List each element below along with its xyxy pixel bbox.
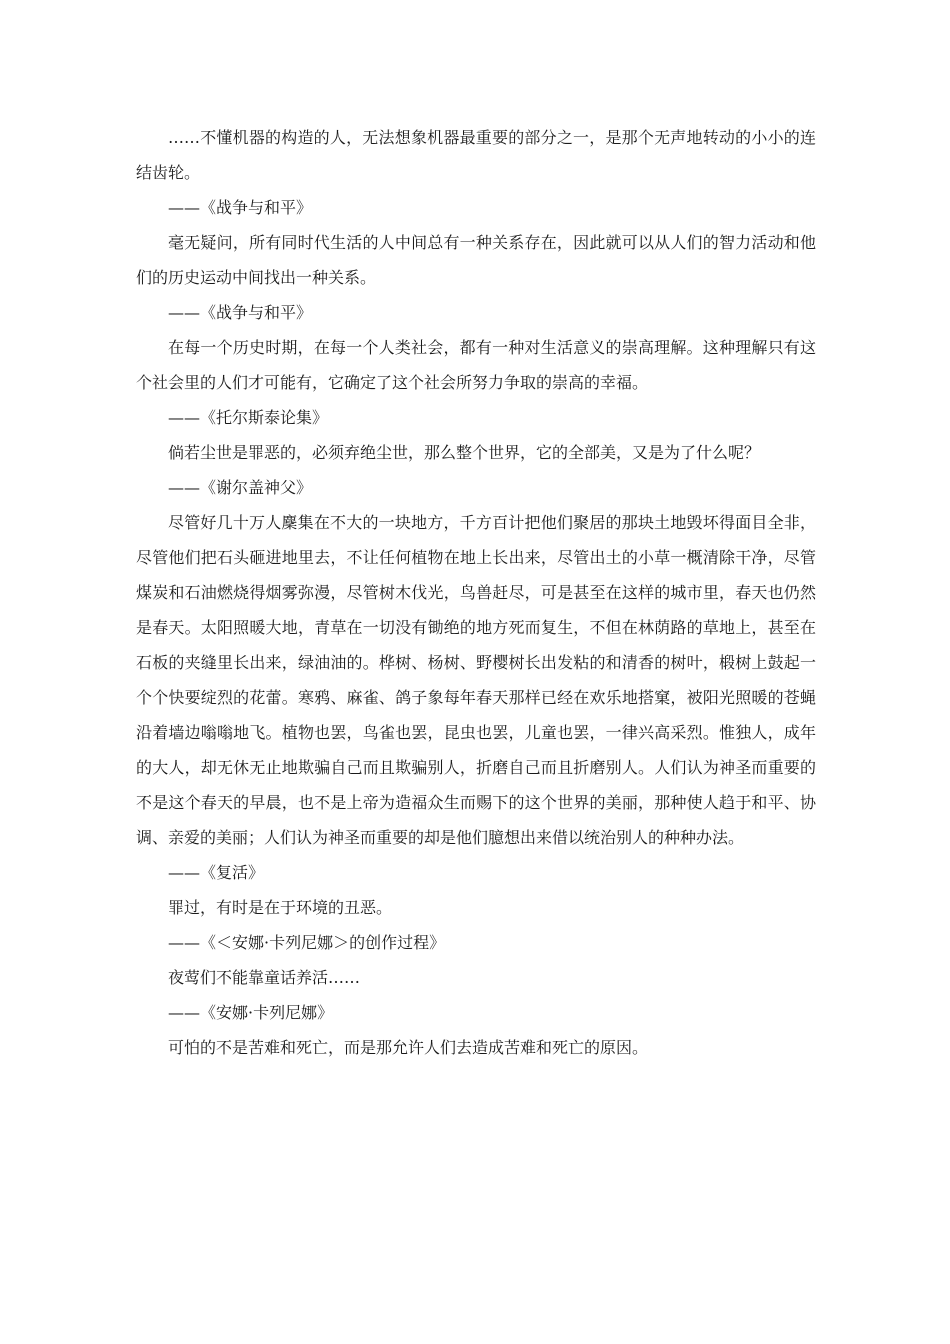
quote-source: ——《战争与和平》 [168,198,313,217]
quote-source: ——《谢尔盖神父》 [168,478,313,497]
quote-source: ——《托尔斯泰论集》 [168,408,329,427]
quote-paragraph: 罪过，有时是在于环境的丑恶。 [168,898,393,917]
quote-paragraph: 可怕的不是苦难和死亡，而是那允许人们去造成苦难和死亡的原因。 [168,1038,649,1057]
quote-paragraph: 毫无疑问，所有同时代生活的人中间总有一种关系存在，因此就可以从人们的智力活动和他们的历史运动中间找出一种关系。 [136,233,816,287]
quote-source: ——《＜安娜·卡列尼娜＞的创作过程》 [168,933,446,952]
quote-paragraph: 夜莺们不能靠童话养活…… [168,968,361,987]
quote-paragraph: 在每一个历史时期，在每一个人类社会，都有一种对生活意义的崇高理解。这种理解只有这个社会里的人们才可能有，它确定了这个社会所努力争取的崇高的幸福。 [136,338,816,392]
quote-source: ——《安娜·卡列尼娜》 [168,1003,334,1022]
document-body [136,120,816,1065]
quote-source: ——《战争与和平》 [168,303,313,322]
quote-paragraph: 尽管好几十万人麇集在不大的一块地方，千方百计把他们聚居的那块土地毁坏得面目全非，尽管他们把石头砸进地里去，不让任何植物在地上长出来，尽管出土的小草一概清除干净，尽管煤炭和石油燃烧得烟雾弥漫，尽管树木伐光，鸟兽赶尽，可是甚至在这样的城市里，春天也仍然是春天。太阳照暖大地，青草在一切没有锄绝的地方死而复生，不但在林荫路的草地上，甚至在石板的夹缝里长出来，绿油油的。桦树、杨树、野樱树长出发粘的和清香的树叶，椴树上鼓起一个个快要绽烈的花蕾。寒鸦、麻雀、鸽子象每年春天那样已经在欢乐地搭窠，被阳光照暖的苍蝇沿着墙边嗡嗡地飞。植物也罢，鸟雀也罢，昆虫也罢，儿童也罢，一律兴高采烈。惟独人，成年的大人，却无休无止地欺骗自己而且欺骗别人，折磨自己而且折磨别人。人们认为神圣而重要的不是这个春天的早晨，也不是上帝为造福众生而赐下的这个世界的美丽，那种使人趋于和平、协调、亲爱的美丽；人们认为神圣而重要的却是他们臆想出来借以统治别人的种种办法。 [136,513,816,847]
quote-paragraph: 倘若尘世是罪恶的，必须弃绝尘世，那么整个世界，它的全部美，又是为了什么呢？ [168,443,761,462]
quote-source: ——《复活》 [168,863,265,882]
quote-paragraph: ……不懂机器的构造的人，无法想象机器最重要的部分之一，是那个无声地转动的小小的连结齿轮。 [136,128,816,182]
